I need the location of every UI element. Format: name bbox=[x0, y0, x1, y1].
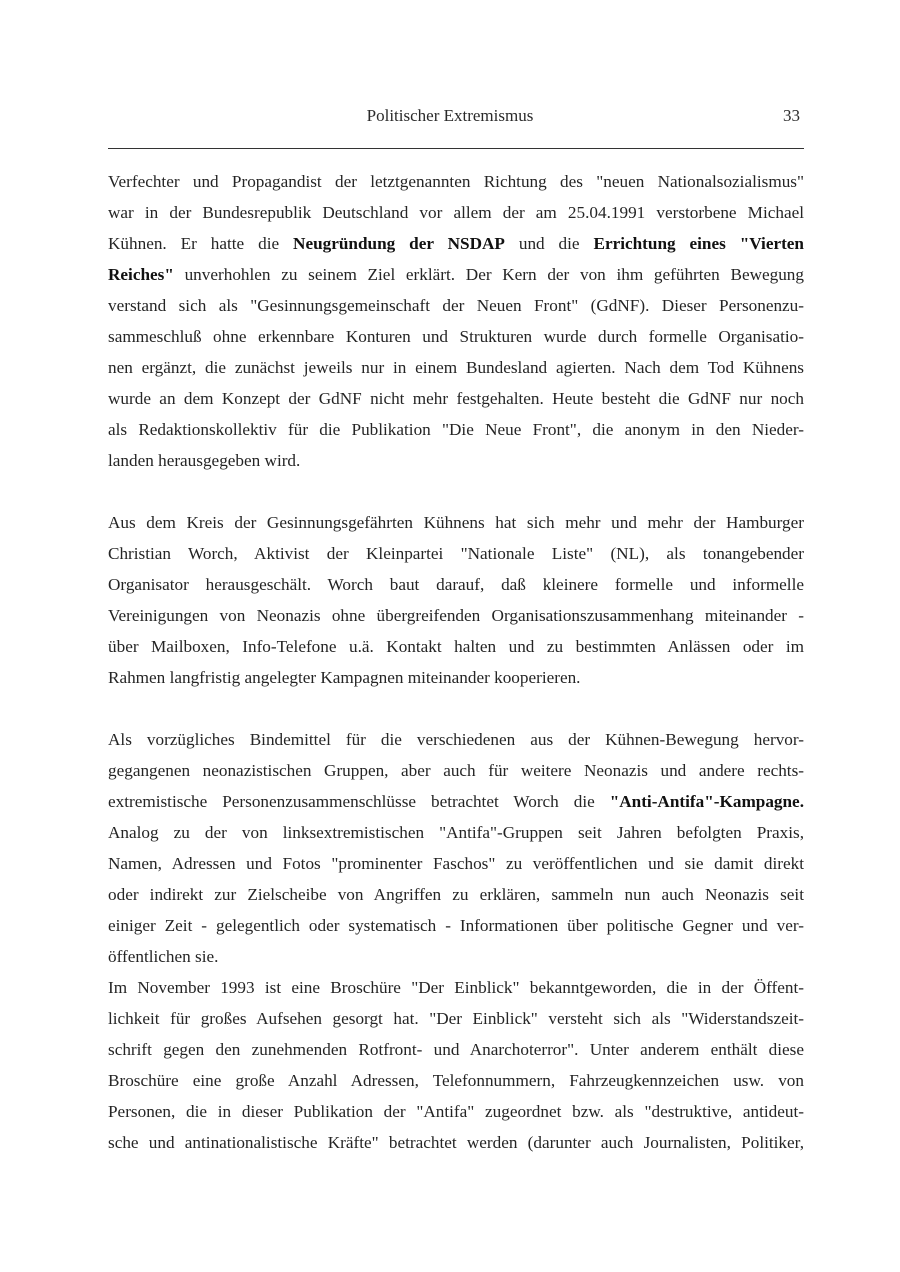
text-run: Kühnen. Er hatte die bbox=[108, 234, 294, 253]
text-line: wurde an dem Konzept der GdNF nicht mehr festgehalten. Heute besteht die GdNF nur noch bbox=[108, 389, 804, 408]
text-run: unverhohlen zu seinem Ziel erklärt. Der Kern der von ihm geführten Bewegung bbox=[173, 265, 804, 284]
text-line: sche und antinationalistische Kräfte" betrachtet werden (darunter auch Journalisten, Politiker, bbox=[108, 1133, 804, 1152]
text-line: Personen, die in dieser Publikation der "Antifa" zugeordnet bzw. als "destruktive, antideut- bbox=[108, 1102, 804, 1121]
paragraph-anti-antifa bbox=[108, 724, 804, 972]
text-line: war in der Bundesrepublik Deutschland vor allem der am 25.04.1991 verstorbene Michael bbox=[108, 203, 804, 222]
paragraph-kuehnen bbox=[108, 166, 804, 476]
emphasis-errichtung: Errichtung eines "Vierten bbox=[593, 234, 804, 253]
text-line: über Mailboxen, Info-Telefone u.ä. Kontakt halten und zu bestimmten Anlässen oder im bbox=[108, 637, 804, 656]
text-line: Verfechter und Propagandist der letztgenannten Richtung des "neuen Nationalsozialismus" bbox=[108, 172, 804, 191]
emphasis-anti-antifa: "Anti-Antifa"-Kampagne. bbox=[609, 792, 804, 811]
text-line: landen herausgegeben wird. bbox=[108, 451, 301, 470]
text-line: verstand sich als "Gesinnungsgemeinschaft der Neuen Front" (GdNF). Dieser Personenzu- bbox=[108, 296, 804, 315]
text-line bbox=[108, 786, 804, 817]
paragraph-einblick bbox=[108, 972, 804, 1158]
text-line: Organisator herausgeschält. Worch baut darauf, daß kleinere formelle und informelle bbox=[108, 575, 804, 594]
emphasis-neugruendung: Neugründung der NSDAP bbox=[293, 234, 505, 253]
emphasis-reiches: Reiches" bbox=[108, 265, 174, 284]
text-line: Analog zu der von linksextremistischen "Antifa"-Gruppen seit Jahren befolgten Praxis, bbox=[108, 823, 804, 842]
text-run: und die bbox=[504, 234, 594, 253]
body-text bbox=[108, 166, 804, 1158]
text-run: extremistische Personenzusammenschlüsse betrachtet Worch die bbox=[108, 792, 610, 811]
text-line bbox=[108, 259, 804, 290]
text-line bbox=[108, 228, 804, 259]
text-line: lichkeit für großes Aufsehen gesorgt hat. "Der Einblick" versteht sich als "Widerstandszeit- bbox=[108, 1009, 804, 1028]
text-line: einiger Zeit - gelegentlich oder systematisch - Informationen über politische Gegner und ver- bbox=[108, 916, 804, 935]
text-line: öffentlichen sie. bbox=[108, 947, 219, 966]
paragraph-worch bbox=[108, 507, 804, 693]
text-line: Aus dem Kreis der Gesinnungsgefährten Kühnens hat sich mehr und mehr der Hamburger bbox=[108, 513, 804, 532]
text-line: Namen, Adressen und Fotos "prominenter Faschos" zu veröffentlichen und sie damit direkt bbox=[108, 854, 804, 873]
text-line: sammeschluß ohne erkennbare Konturen und Strukturen wurde durch formelle Organisatio- bbox=[108, 327, 804, 346]
text-line: Broschüre eine große Anzahl Adressen, Telefonnummern, Fahrzeugkennzeichen usw. von bbox=[108, 1071, 804, 1090]
text-line: Vereinigungen von Neonazis ohne übergreifenden Organisationszusammenhang miteinander - bbox=[108, 606, 804, 625]
text-line: Rahmen langfristig angelegter Kampagnen miteinander kooperieren. bbox=[108, 668, 581, 687]
text-line: nen ergänzt, die zunächst jeweils nur in einem Bundesland agierten. Nach dem Tod Kühnens bbox=[108, 358, 804, 377]
text-line: Im November 1993 ist eine Broschüre "Der Einblick" bekanntgeworden, die in der Öffent- bbox=[108, 978, 804, 997]
text-line: Christian Worch, Aktivist der Kleinpartei "Nationale Liste" (NL), als tonangebender bbox=[108, 544, 804, 563]
text-line: schrift gegen den zunehmenden Rotfront- und Anarchoterror". Unter anderem enthält diese bbox=[108, 1040, 804, 1059]
text-line: gegangenen neonazistischen Gruppen, aber auch für weitere Neonazis und andere rechts- bbox=[108, 761, 804, 780]
running-header-title: Politischer Extremismus bbox=[366, 106, 534, 125]
text-line: als Redaktionskollektiv für die Publikation "Die Neue Front", die anonym in den Nieder- bbox=[108, 420, 804, 439]
header-rule bbox=[108, 148, 804, 149]
page-number: 33 bbox=[783, 106, 800, 125]
text-line: oder indirekt zur Zielscheibe von Angriffen zu erklären, sammeln nun auch Neonazis seit bbox=[108, 885, 804, 904]
text-line: Als vorzügliches Bindemittel für die verschiedenen aus der Kühnen-Bewegung hervor- bbox=[108, 730, 804, 749]
